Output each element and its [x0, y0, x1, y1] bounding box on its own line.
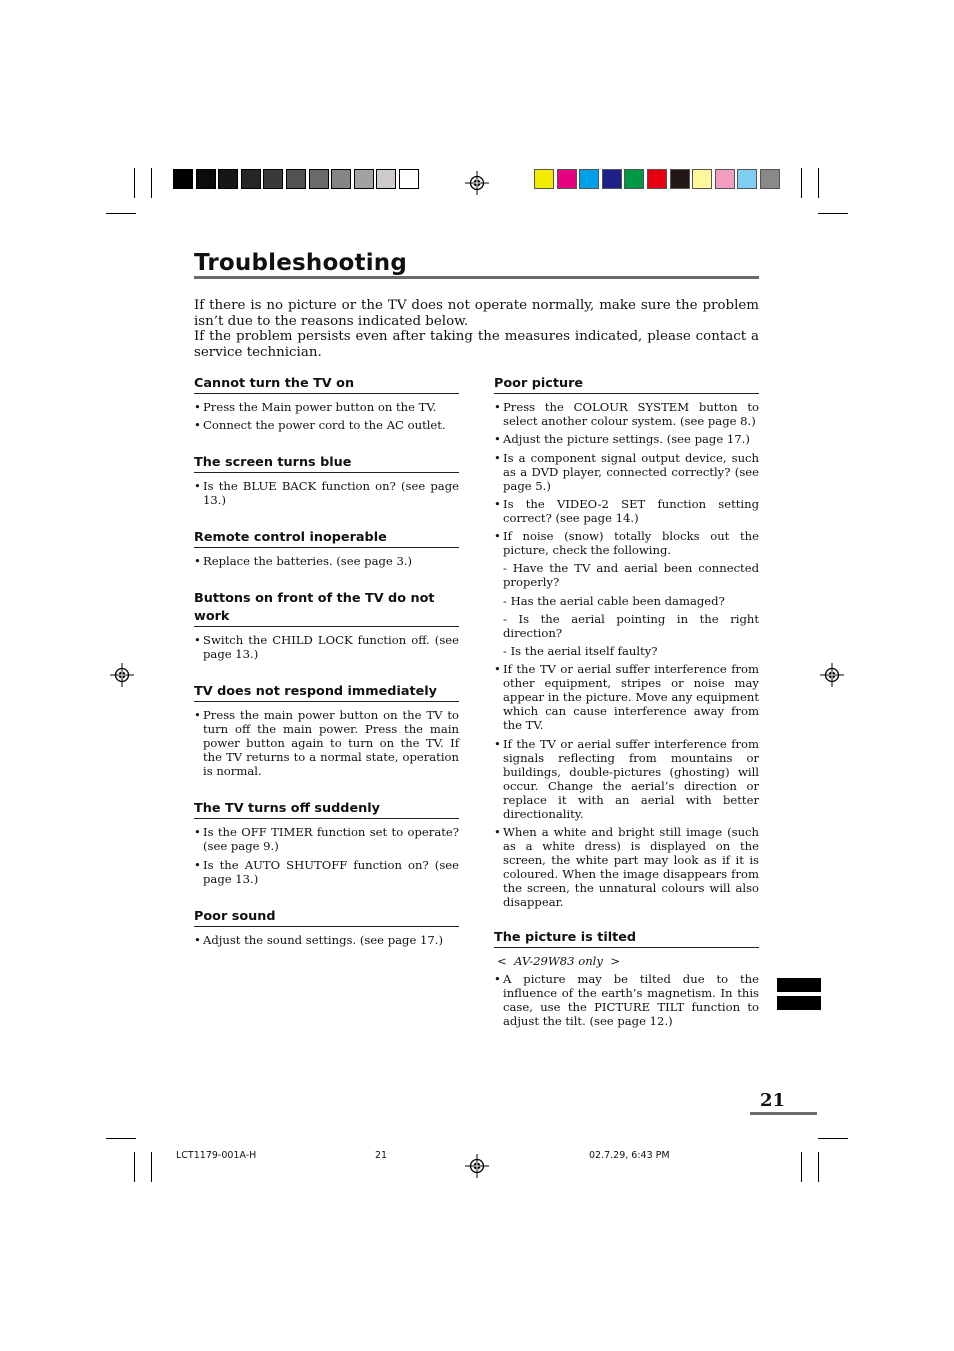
model-note	[494, 954, 759, 968]
intro-paragraph: If there is no picture or the TV does not operate normally, make sure the problem isn’t due to the reasons indicated below.	[194, 298, 759, 329]
gray-swatch	[218, 169, 238, 189]
gray-swatch	[196, 169, 216, 189]
section-poor-picture	[494, 375, 759, 909]
page-number-rule	[750, 1112, 817, 1115]
intro-paragraph: If the problem persists even after taking the measures indicated, please contact a service technician.	[194, 329, 759, 360]
list-item: • If the TV or aerial suffer interference from signals reflecting from mountains or buildings, double-pictures (ghosting) will occur. Change the aerial’s direction or replace it with an aerial with better directionality.	[494, 737, 759, 821]
list-item: • Is the AUTO SHUTOFF function on? (see page 13.)	[194, 858, 459, 886]
section-heading: Buttons on front of the TV do not work	[194, 590, 459, 627]
poor-picture-list	[494, 400, 759, 909]
color-swatch	[647, 169, 667, 189]
checklist-item: - Has the aerial cable been damaged?	[503, 593, 725, 608]
footer-timestamp: 02.7.29, 6:43 PM	[589, 1150, 670, 1161]
intro-text	[194, 298, 759, 360]
list-item: • Is the OFF TIMER function set to operate? (see page 9.)	[194, 825, 459, 853]
color-swatch	[557, 169, 577, 189]
bullet-list	[194, 554, 459, 568]
checklist-item: - Is the aerial pointing in the right direction?	[503, 611, 759, 640]
bullet-list	[194, 933, 459, 947]
gray-swatch	[354, 169, 374, 189]
list-item: • Adjust the picture settings. (see page 17.)	[494, 432, 759, 446]
section-picture-tilted	[494, 929, 759, 1029]
left-column	[194, 375, 459, 951]
right-column	[494, 375, 759, 1033]
list-item: • Press the COLOUR SYSTEM button to select another colour system. (see page 8.)	[494, 400, 759, 428]
list-item: • Switch the CHILD LOCK function off. (see page 13.)	[194, 633, 459, 661]
troubleshooting-section	[194, 454, 459, 507]
section-tab	[777, 996, 821, 1010]
troubleshooting-section	[194, 590, 459, 661]
list-item: • If the TV or aerial suffer interference from other equipment, stripes or noise may appear in the picture. Move any equipment which can cause interference away from the TV.	[494, 662, 759, 732]
list-item: • Replace the batteries. (see page 3.)	[194, 554, 459, 568]
footer-code: LCT1179-001A-H	[176, 1150, 257, 1161]
gray-swatch	[331, 169, 351, 189]
list-item: • Is the BLUE BACK function on? (see page 13.)	[194, 479, 459, 507]
color-swatch	[624, 169, 644, 189]
note-bracket-open: <	[497, 953, 507, 968]
list-item: • Press the Main power button on the TV.	[194, 400, 459, 414]
section-heading: Cannot turn the TV on	[194, 375, 459, 394]
list-item: • When a white and bright still image (such as a white dress) is displayed on the screen, the white part may look as if it is coloured. When the image disappears from the screen, the unnatural colours will also disappear.	[494, 825, 759, 909]
gray-swatch	[376, 169, 396, 189]
list-item: • Is the VIDEO-2 SET function setting correct? (see page 14.)	[494, 497, 759, 525]
color-swatch	[737, 169, 757, 189]
list-item: • If noise (snow) totally blocks out the picture, check the following.	[494, 529, 759, 557]
registration-mark-icon	[465, 171, 489, 195]
color-swatch	[602, 169, 622, 189]
list-item: • Adjust the sound settings. (see page 17.)	[194, 933, 459, 947]
section-heading: Poor sound	[194, 908, 459, 927]
bullet-list	[194, 400, 459, 432]
gray-swatch	[241, 169, 261, 189]
list-item: • Press the main power button on the TV to turn off the main power. Press the main power button again to turn on the TV. If the TV returns to a normal state, operation is normal.	[194, 708, 459, 778]
section-heading: The screen turns blue	[194, 454, 459, 473]
registration-mark-icon	[110, 663, 134, 687]
color-swatch	[715, 169, 735, 189]
color-swatch	[760, 169, 780, 189]
color-swatch	[670, 169, 690, 189]
color-calibration-strip	[534, 169, 783, 189]
grayscale-calibration-strip	[173, 169, 422, 189]
list-item: • Connect the power cord to the AC outlet.	[194, 418, 459, 432]
gray-swatch	[286, 169, 306, 189]
bullet-list	[194, 825, 459, 885]
troubleshooting-section	[194, 683, 459, 778]
gray-swatch	[263, 169, 283, 189]
section-heading: TV does not respond immediately	[194, 683, 459, 702]
page-title: Troubleshooting	[194, 250, 408, 276]
list-item: • Is a component signal output device, such as a DVD player, connected correctly? (see page 5.)	[494, 451, 759, 493]
color-swatch	[534, 169, 554, 189]
list-item: • A picture may be tilted due to the influence of the earth’s magnetism. In this case, use the PICTURE TILT function to adjust the tilt. (see page 12.)	[494, 972, 759, 1028]
checklist-item: - Is the aerial itself faulty?	[503, 644, 658, 659]
bullet-list	[194, 479, 459, 507]
bullet-list	[194, 708, 459, 778]
color-swatch	[692, 169, 712, 189]
registration-mark-icon	[820, 663, 844, 687]
troubleshooting-section	[194, 800, 459, 885]
troubleshooting-section	[194, 375, 459, 432]
gray-swatch	[309, 169, 329, 189]
model-note-text: AV-29W83 only	[514, 953, 603, 968]
section-tab	[777, 978, 821, 992]
picture-tilted-list	[494, 972, 759, 1028]
gray-swatch	[399, 169, 419, 189]
title-rule	[194, 276, 759, 279]
section-heading: The picture is tilted	[494, 929, 759, 948]
troubleshooting-section	[194, 529, 459, 568]
footer-page: 21	[375, 1150, 388, 1161]
registration-mark-icon	[465, 1154, 489, 1178]
color-swatch	[579, 169, 599, 189]
section-heading: Remote control inoperable	[194, 529, 459, 548]
troubleshooting-section	[194, 908, 459, 947]
section-heading: Poor picture	[494, 375, 759, 394]
checklist-item: - Have the TV and aerial been connected properly?	[503, 561, 759, 590]
bullet-list	[194, 633, 459, 661]
note-bracket-close: >	[610, 953, 621, 968]
section-heading: The TV turns off suddenly	[194, 800, 459, 819]
page-number: 21	[760, 1090, 786, 1111]
gray-swatch	[173, 169, 193, 189]
